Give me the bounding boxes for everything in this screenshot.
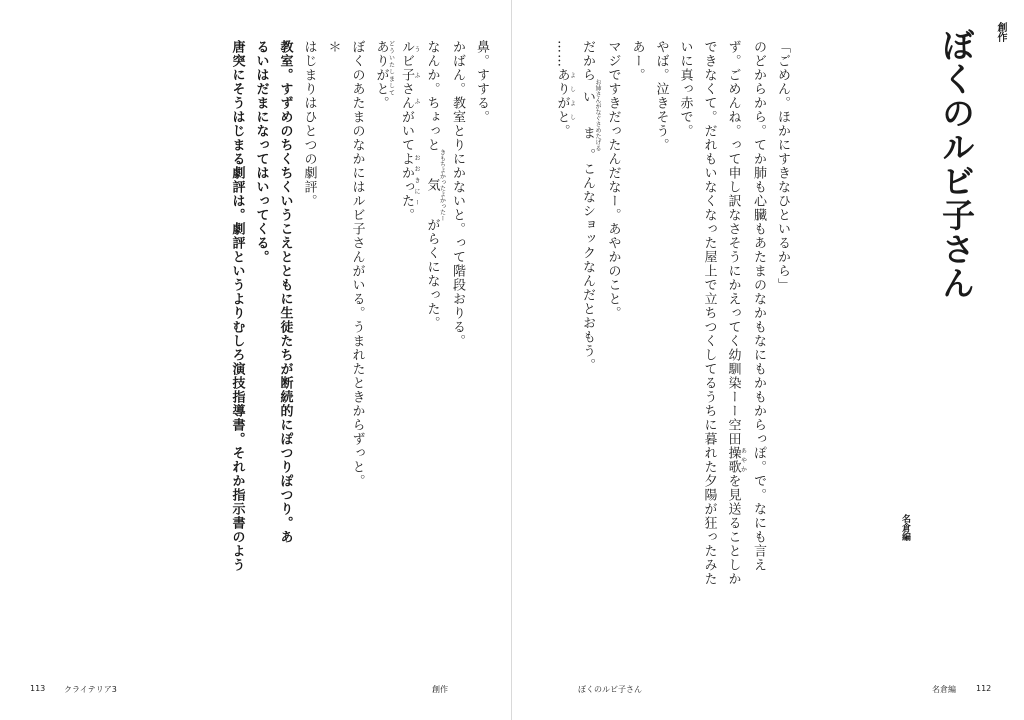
left-page	[0, 0, 511, 720]
body-line: やば。泣きそう。	[653, 40, 669, 152]
body-line: かばん。教室とりにかないと。って階段おりる。	[450, 40, 465, 348]
running-author: 名倉編	[932, 685, 956, 694]
body-line: 「ごめん。ほかにすきなひといるから」	[775, 40, 790, 292]
ruby-rubiko: ルビ子さん うふふ	[399, 40, 420, 110]
page-number-left: 113	[30, 684, 46, 693]
right-page	[512, 0, 1024, 720]
ruby-ki: 気 きもちよかったよかったー	[424, 149, 446, 221]
ruby-arigato2: ありがと どういたしまして	[373, 40, 395, 96]
author-name: 名倉編	[900, 514, 910, 541]
body-line-bold: 教室。すずめのちくちくいうこえとともに生徒たちが断続的にぽつりぽつり。あ	[277, 40, 293, 544]
body-line-bold: 唐突にそうはじまる劇評は。劇評というよりむしろ演技指導書。それか指示書のよう	[229, 40, 245, 572]
running-story-title: ぼくのルビ子さん	[578, 685, 642, 694]
body-line: だからいま お姉さんがなぐさめたげる。こんなショックなんだとおもう。	[580, 40, 601, 372]
ruby-ima: いま お姉さんがなぐさめたげる	[580, 79, 601, 151]
body-line: マジですきだったんだなー。あやかのこと。	[605, 40, 621, 320]
body-line: ず。ごめんね。って申し訳なさそうにかえってく幼馴染ーー空田操歌 あやかを見送ることしか	[725, 40, 747, 586]
ruby-ayaka: 操歌 あやか	[725, 446, 747, 474]
body-line: ぼくのあたまのなかにはルビ子さんがいる。うまれたときからずっと。	[349, 40, 365, 488]
body-line-bold: るいはだまになってはいってくる。	[253, 40, 269, 264]
body-line: あー。	[629, 40, 645, 82]
right-body-text	[550, 40, 795, 586]
story-title: ぼくのルビ子さん	[937, 28, 976, 300]
body-line: 鼻。すする。	[474, 40, 489, 124]
body-line: はじまりはひとつの劇評。	[301, 40, 317, 208]
body-line: なんか。ちょっと気 きもちよかったよかったーがらくになった。	[424, 40, 446, 330]
body-line: ありがと どういたしまして。	[373, 40, 395, 110]
left-body-text	[225, 40, 494, 572]
section-label: 創作	[432, 685, 448, 694]
body-line: できなくて。だれもいなくなった屋上で立ちつくしてるうちに暮れた夕陽が狂ったみた	[701, 40, 717, 586]
genre-label: 創作	[995, 22, 1006, 42]
body-line: ……ありがと よしよし。	[554, 40, 576, 138]
ruby-yokatta: よかった おおきにー	[399, 152, 420, 208]
magazine-name: クライテリア3	[64, 685, 117, 694]
body-line: のどからから。てか肺も心臓もあたまのなかもなにもかもからっぽ。で。なにも言え	[751, 40, 766, 572]
body-line: いに真っ赤で。	[677, 40, 693, 138]
page-number-right: 112	[976, 684, 992, 693]
ruby-arigato: ありがと よしよし	[554, 68, 576, 124]
section-break-asterisk: ＊	[325, 40, 341, 54]
body-line: ルビ子さん うふふがいてよかった おおきにー。	[399, 40, 420, 222]
